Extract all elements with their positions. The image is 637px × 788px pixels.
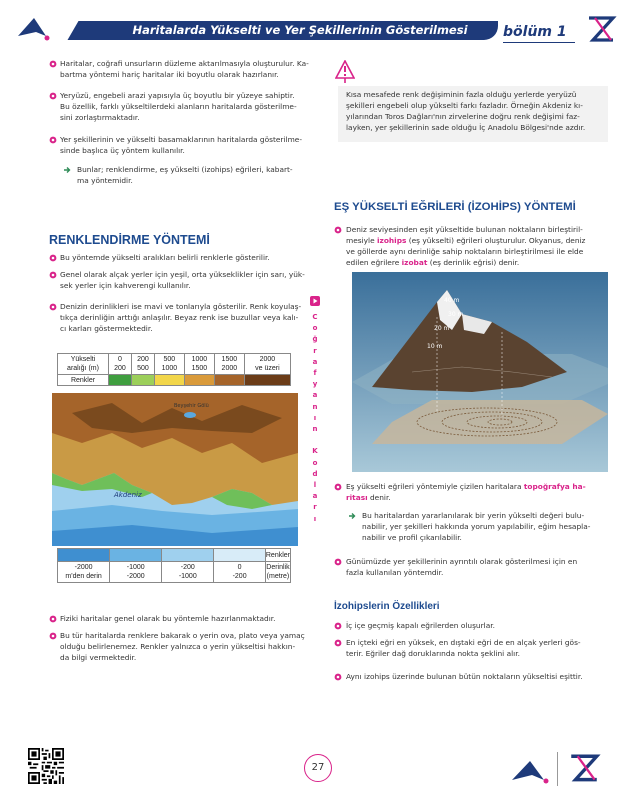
depth-range-1000-2000: -1000 -2000 (110, 562, 162, 583)
depth-range-0-200: 0 -200 (214, 562, 266, 583)
warning-icon (335, 60, 355, 84)
paragraph (362, 510, 612, 543)
text-line: Yer şekillerinin ve yükselti basamaklarının haritalarda gösterilme- (60, 135, 302, 144)
contour-label-30m: 30 m (448, 311, 464, 318)
term-topografya-haritasi: topoğrafya ha- (523, 482, 586, 491)
arrow-bullet-icon (348, 512, 356, 520)
text-line: Bu yöntemde yükselti aralıkları belirli renklerle gösterilir. (60, 253, 270, 262)
range-200-500: 200 500 (131, 354, 154, 375)
color-green-light (131, 375, 154, 386)
legend-elevation-label: Yükselti aralığı (m) (58, 354, 109, 375)
bullet-icon (49, 271, 57, 279)
text-line: tıkça derinliğin arttığı anlaşılır. Beyaz renk ise buzullar veya kalı- (60, 313, 299, 322)
color-green-dark (109, 375, 132, 386)
list-item (346, 637, 616, 659)
arrow-bullet-icon (63, 166, 71, 174)
list-item (60, 613, 310, 624)
footer-divider (557, 752, 558, 786)
text-line: Bunlar; renklendirme, eş yükselti (izohips) eğrileri, kabart- (77, 165, 293, 174)
text-line: Genel olarak alçak yerler için yeşil, orta yükseklikler için sarı, yük- (60, 270, 305, 279)
list-item (60, 134, 310, 156)
range-2000-plus: 2000 ve üzeri (244, 354, 290, 375)
bullet-icon (49, 254, 57, 262)
color-light-blue (162, 549, 214, 562)
bullet-icon (49, 303, 57, 311)
topographic-map-text: Eş yükselti eğrileri yöntemiyle çizilen haritalara topoğrafya ha- ritası denir. (346, 482, 586, 502)
depth-legend (57, 548, 291, 583)
isohypse-diagram-image (352, 272, 608, 472)
isohypse-definition: Deniz seviyesinden eşit yükseltide bulunan noktaların birleştiril- mesiyle izohips (eş yükselti) eğrileri oluşturulur. Okyanus, deniz ve göllerde aynı derinliğe sahip noktaların birleştirilmesi ile elde edilen eğrilere izobat (eş derinlik eğrisi) denir. (346, 225, 586, 267)
paragraph (77, 164, 312, 186)
color-pale-blue (214, 549, 266, 562)
text-line: olduğu belirlenemez. Renkler yalnızca o yerin yükseltisi hakkın- (60, 642, 296, 651)
text-line: bartma yöntemi hariç haritalar iki boyutlu olarak hazırlanır. (60, 70, 279, 79)
page-title: Haritalarda Yükselti ve Yer Şekillerinin Gösterilmesi (132, 23, 468, 37)
text-line: sinde başlıca üç yöntem kullanılır. (60, 146, 185, 155)
bullet-icon (334, 226, 342, 234)
text-line: nabilir ve profil çıkarılabilir. (362, 533, 462, 542)
term-izobat: izobat (401, 258, 428, 267)
coloring-method-heading: RENKLENDİRME YÖNTEMİ (49, 233, 210, 247)
text-line: Denizin derinlikleri ise mavi ve tonlarıyla gösterilir. Renk koyulaş- (60, 302, 302, 311)
paragraph (346, 89, 608, 133)
list-item (346, 620, 616, 631)
text-line: Bu özellik, farklı yükseltilerdeki alanların haritalarda gösterilme- (60, 102, 297, 111)
bullet-icon (334, 622, 342, 630)
list-item (60, 269, 310, 291)
qr-code-icon (28, 748, 64, 784)
text-line: cı karları göstermektedir. (60, 324, 153, 333)
bullet-icon (49, 60, 57, 68)
bullet-icon (49, 92, 57, 100)
depth-range-2000: -2000 m'den derin (58, 562, 110, 583)
text-line: Yeryüzü, engebeli arazi yapısıyla üç boyutlu bir yüzeye sahiptir. (60, 91, 295, 100)
publisher-logo-footer-icon (510, 756, 550, 784)
range-0-200: 0 200 (109, 354, 132, 375)
list-item (60, 58, 310, 80)
depth-range-200-1000: -200 -1000 (162, 562, 214, 583)
range-1000-1500: 1000 1500 (184, 354, 214, 375)
section-label: bölüm 1 (503, 24, 567, 40)
paragraph (346, 556, 616, 578)
side-vertical-label: C o ğ r a f y a n ı n K o d l a r ı (312, 313, 318, 523)
color-orange (184, 375, 214, 386)
contour-label-10m: 10 m (427, 343, 443, 350)
text-line: Kısa mesafede renk değişiminin fazla olduğu yerlerde yeryüzü (346, 90, 577, 99)
text-line: da bilgi vermektedir. (60, 653, 137, 662)
text-line: ma yöntemidir. (77, 176, 133, 185)
legend-depth-label: Derinlik (metre) (265, 562, 290, 583)
color-yellow (154, 375, 184, 386)
text-line: layken, yer şekillerinin sade olduğu İç Anadolu Bölgesi'nde azdır. (346, 123, 586, 132)
text-line: şekilleri engebeli olup yükselti farkı fazladır. Örneğin Akdeniz kı- (346, 101, 583, 110)
range-500-1000: 500 1000 (154, 354, 184, 375)
text-line: Günümüzde yer şekillerinin ayrıntılı olarak gösterilmesi için en (346, 557, 578, 566)
z-logo-icon (585, 14, 617, 46)
bullet-icon (334, 639, 342, 647)
lake-label: Beyşehir Gölü (174, 403, 209, 409)
physical-map-image (52, 393, 298, 546)
text-line: sini zorlaştırmaktadır. (60, 113, 140, 122)
bullet-icon (49, 615, 57, 623)
text-line: sek yerler için kahverengi kullanılır. (60, 281, 191, 290)
range-1500-2000: 1500 2000 (214, 354, 244, 375)
section-underline (503, 42, 575, 43)
list-item (60, 301, 310, 334)
text-line: Bu tür haritalarda renklere bakarak o yerin ova, plato veya yamaç (60, 631, 305, 640)
legend-colors-label: Renkler (58, 375, 109, 386)
bullet-icon (334, 483, 342, 491)
color-deep-blue (58, 549, 110, 562)
isohypse-heading: EŞ YÜKSELTİ EĞRİLERİ (İZOHİPS) YÖNTEMİ (334, 201, 576, 213)
contour-label-20m: 20 m (434, 325, 450, 332)
text-line: Aynı izohips üzerinde bulunan bütün noktaların yükseltisi eşittir. (346, 672, 583, 681)
list-item (60, 252, 310, 263)
list-item (60, 90, 310, 123)
bullet-icon (334, 673, 342, 681)
text-line: Haritalar, coğrafi unsurların düzleme aktarılmasıyla oluşturulur. Ka- (60, 59, 309, 68)
bullet-icon (334, 558, 342, 566)
bullet-icon (49, 632, 57, 640)
page-number: 27 (304, 754, 332, 782)
color-blue (110, 549, 162, 562)
sea-label: Akdeniz (114, 491, 142, 499)
text-line: En içteki eğri en yüksek, en dıştaki eğri de en alçak yerleri gös- (346, 638, 581, 647)
text-line: yılarından Toros Dağları'nın zirvelerine doğru renk değişimi faz- (346, 112, 580, 121)
text-line: Bu haritalardan yararlanılarak bir yerin yükselti değeri bulu- (362, 511, 585, 520)
elevation-legend (57, 353, 291, 386)
text-line: Fiziki haritalar genel olarak bu yöntemle hazırlanmaktadır. (60, 614, 276, 623)
text-line: fazla kullanılan yöntemdir. (346, 568, 444, 577)
term-izohips: izohips (376, 236, 407, 245)
play-icon (310, 296, 320, 306)
list-item (346, 671, 616, 682)
z-logo-footer-icon (565, 752, 603, 786)
text-line: nabilir, yer şekilleri hakkında yorum yapılabilir, eğim hesapla- (362, 522, 591, 531)
text-line: İç içe geçmiş kapalı eğrilerden oluşurlar. (346, 621, 495, 630)
color-dark-brown (244, 375, 290, 386)
text-line: terir. Eğriler dağ doruklarında nokta şeklini alır. (346, 649, 520, 658)
publisher-logo-icon (16, 14, 50, 42)
legend-depth-colors-label: Renkler (265, 549, 290, 562)
isohypse-properties-heading: İzohipslerin Özellikleri (334, 601, 440, 612)
list-item (60, 630, 310, 663)
contour-label-40m: 40 m (444, 297, 460, 304)
bullet-icon (49, 136, 57, 144)
color-brown (214, 375, 244, 386)
